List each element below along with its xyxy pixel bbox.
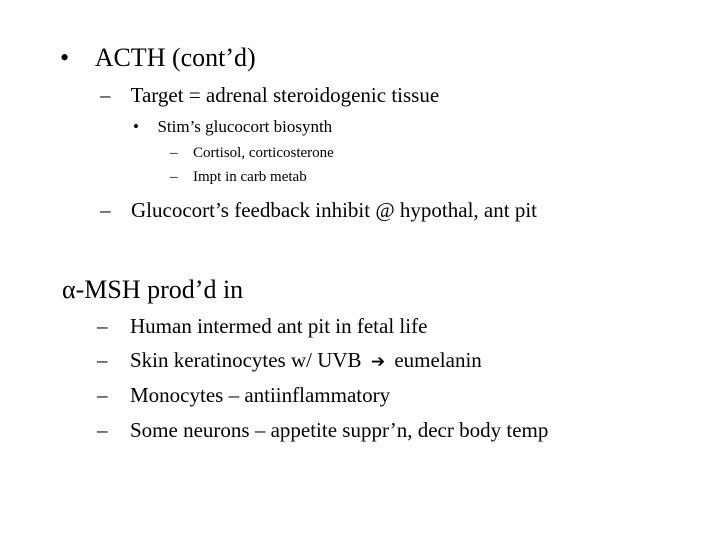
bullet-dash: – xyxy=(100,83,111,107)
msh-item-1 xyxy=(97,316,427,337)
impt-row xyxy=(170,170,307,185)
stim-text: Stim’s glucocort biosynth xyxy=(157,117,333,136)
msh-skin-suffix: eumelanin xyxy=(394,348,482,372)
msh-item-text: Human intermed ant pit in fetal life xyxy=(130,314,428,338)
msh-item-text: Some neurons – appetite suppr’n, decr body temp xyxy=(130,418,549,442)
msh-heading-row xyxy=(62,277,243,303)
bullet-dash: – xyxy=(97,314,108,338)
msh-item-3 xyxy=(97,385,390,406)
cortisol-text: Cortisol, corticosterone xyxy=(193,145,334,161)
bullet-dot: • xyxy=(133,117,139,136)
bullet-dash: – xyxy=(170,145,178,161)
bullet-dash: – xyxy=(97,418,108,442)
bullet-dash: – xyxy=(170,169,178,185)
target-text: Target = adrenal steroidogenic tissue xyxy=(130,83,440,107)
feedback-row xyxy=(100,200,537,221)
bullet-dot: • xyxy=(60,43,70,72)
feedback-text: Glucocort’s feedback inhibit @ hypothal, ant pit xyxy=(131,198,537,222)
stim-row xyxy=(133,118,332,135)
bullet-dash: – xyxy=(100,198,111,222)
msh-item-2 xyxy=(97,350,482,371)
bullet-dash: – xyxy=(97,383,108,407)
msh-item-4 xyxy=(97,420,548,441)
arrow-right-icon: ➔ xyxy=(370,352,386,372)
acth-heading-row xyxy=(60,45,256,71)
msh-item-text: Skin keratinocytes w/ UVB xyxy=(130,348,362,372)
bullet-dash: – xyxy=(97,348,108,372)
acth-heading: ACTH (cont’d) xyxy=(94,43,256,72)
alpha-symbol: α xyxy=(62,275,76,304)
msh-heading: -MSH prod’d in xyxy=(75,275,244,304)
cortisol-row xyxy=(170,146,334,161)
impt-text: Impt in carb metab xyxy=(193,169,307,185)
msh-item-text: Monocytes – antiinflammatory xyxy=(130,383,391,407)
target-row xyxy=(100,85,439,106)
